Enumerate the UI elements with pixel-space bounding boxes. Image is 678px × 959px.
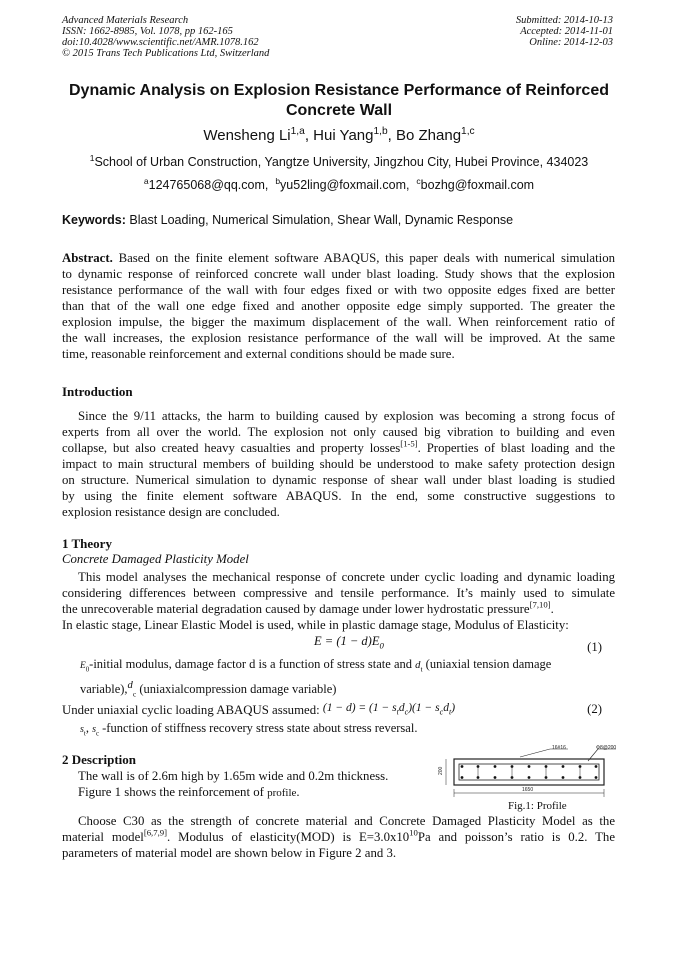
author-1-sup: 1,a [290,126,305,137]
intro-line-3a: collapse, but also created heavy casualties and property losses [62,441,401,455]
intro-ref-1: [1-5] [400,440,418,449]
issn: ISSN: 1662-8985, Vol. 1078, pp 162-165 [62,26,233,37]
theory-line-5a: -initial modulus, damage factor d is a function of stress state and [89,657,412,671]
intro-line-5: on structure. Numerical simulation to dynamic response of shear wall under blast loading is studied [62,473,615,487]
dt-symbol: d [415,660,421,671]
dt-sub: t [420,664,423,674]
doi: doi:10.4028/www.scientific.net/AMR.1078.162 [62,37,259,48]
description-line-2 [78,784,418,800]
intro-line-4: impact to main structural members of building should be understood to make safety protection design [62,457,615,471]
description-ref: [6,7,9] [143,829,167,838]
theory-line-4: In elastic stage, Linear Elastic Model is used, while in plastic damage stage, Modulus of Elasticity: [62,618,569,632]
description-p2-line-2a: material model [62,830,144,844]
theory-heading: 1 Theory [62,536,112,551]
equation-1-text: E = (1 − d)E [314,634,380,648]
introduction-body [62,408,615,520]
title-line-1: Dynamic Analysis on Explosion Resistance Performance of Reinforced [68,82,609,99]
description-line-2a: Figure 1 shows the reinforcement of [78,785,268,799]
email-a[interactable]: 124765068@qq.com, [148,178,269,192]
description-line-2c: . [296,785,300,799]
affiliation-sup: 1 [89,152,95,163]
fig-ties [478,767,580,778]
author-3-sup: 1,c [461,126,475,137]
theory-line-6a: variable), [80,682,128,696]
description-exp: 10 [409,829,418,838]
author-2-sup: 1,b [373,126,388,137]
author-2: Hui Yang [313,127,374,144]
abstract-line-4: than that of the wall one edge fixed and another opposite edge simply supported. The greater the [62,299,615,313]
introduction-heading: Introduction [62,384,133,399]
st-symbol: s [80,724,84,735]
intro-line-3b: . Properties of blast loading and the [417,441,615,455]
paper-title [40,81,638,120]
title-line-2: Concrete Wall [285,101,393,119]
theory-line-7: Under uniaxial cyclic loading ABAQUS assumed: [62,703,320,717]
description-line-1: The wall is of 2.6m high by 1.65m wide and 0.2m thickness. [78,769,389,783]
journal-name: Advanced Materials Research [62,15,189,26]
email-b-sup: b [275,175,281,186]
theory-eq2-line [62,700,615,716]
fig-wall-section [454,759,604,785]
accepted-date: Accepted: 2014-11-01 [520,26,613,37]
keywords [62,213,513,227]
dc-symbol: d [127,680,133,691]
authors: Wensheng Li$^{1,a}$, Hui Yang$^{1,b}$, Bo Zhang$^{1,c}$ [203,126,475,144]
fig-rebars [461,765,598,779]
intro-line-1: Since the 9/11 attacks, the harm to building caused by explosion was becoming a strong focus of [78,409,615,423]
email-c-sup: c [416,175,421,186]
abstract-line-5: explosion impulse, the bigger the maximum displacement of the wall. When reinforcement ratio of [62,315,615,329]
fig-leader-top [520,749,550,757]
abstract [62,250,615,362]
abstract-line-7: time, reasonable reinforcement and external conditions should be made sure. [62,347,455,361]
author-3: Bo Zhang [396,127,462,144]
intro-line-3 [62,440,615,456]
equation-2-text: (1 − d) = (1 − s [322,702,397,714]
equation-1-sub: 0 [379,640,384,651]
online-date: Online: 2014-12-03 [529,37,613,48]
email-b[interactable]: yu52ling@foxmail.com, [280,178,410,192]
email-c[interactable]: bozhg@foxmail.com [420,178,535,192]
e0-symbol: E [80,661,86,671]
abstract-line-2: to dynamic response of reinforced concrete wall under blast loading. Study shows that the explosion [62,267,615,281]
dc-sub: c [132,689,137,699]
sc-symbol: s [92,724,96,735]
theory-line-3a: the unrecoverable material degradation caused by damage under lower hydrostatic pressure [62,602,530,616]
theory-dc-line-inner [80,678,615,699]
description-line-2b: profile [267,787,297,799]
figure-1-caption: Fig.1: Profile [508,800,567,812]
theory-e0-line [80,656,615,672]
description-p2-line-1: Choose C30 as the strength of concrete material and Concrete Damaged Plasticity Model as the [78,814,615,828]
theory-line-8: -function of stiffness recovery stress state about stress reversal. [102,721,418,735]
dates-header [516,15,613,48]
equation-2-number: (2) [587,702,602,716]
equation-1 [314,634,384,651]
intro-line-7: explosion resistance design are concluded. [62,505,280,519]
description-p2-line-2c: Pa and poisson’s ratio is 0.2. The [417,830,615,844]
theory-dc-line [80,678,615,699]
description-body [78,768,418,800]
keywords-text: Blast Loading, Numerical Simulation, Shear Wall, Dynamic Response [129,213,514,227]
affiliation-text: School of Urban Construction, Yangtze University, Jingzhou City, Hubei Province, 434023 [94,155,589,169]
affiliation [40,152,638,169]
abstract-line-1-text: Based on the finite element software ABAQUS, this paper deals with numerical simulation [112,251,615,265]
submitted-date: Submitted: 2014-10-13 [515,15,613,26]
sc-sub: c [95,730,100,738]
description-p2-line-2b: . Modulus of elasticity(MOD) is E=3.0x10 [166,830,410,844]
email-a-sup: a [143,175,149,186]
description-heading: 2 Description [62,752,137,767]
theory-body [62,569,615,633]
emails [40,175,638,192]
abstract-line-3: resistance performance of the wall with four edges fixed or with two opposite edges fixed are better [62,283,615,297]
theory-st-line-inner: $s_t$, $s_c$ -function of stiffness recovery stress state about stress reversal. [80,721,418,738]
intro-line-2: experts from all over the world. The explosion not only caused big vibration to building and even [62,425,615,439]
theory-ref: [7,10] [529,599,551,610]
theory-line-6b: (uniaxialcompression damage variable) [136,682,337,696]
abstract-label: Abstract. [62,251,113,265]
author-1: Wensheng Li [203,127,291,144]
keywords-label: Keywords: [62,213,126,227]
e0-sub: 0 [85,666,90,674]
abstract-line-6: the wall increases, the explosion resistance performance of the wall will be improved. At the same [62,331,615,345]
theory-line-1: This model analyses the mechanical response of concrete under cyclic loading and dynamic loading [78,570,615,584]
abstract-line-1 [62,250,615,266]
theory-line-2: considering differences between compressive and tensile performance. It’s mainly used to simulate [62,586,615,600]
fig-label-bottom: 1650 [522,787,534,793]
equation-2: $(1 - d) = (1 - s_td_c)(1 - s_cd_t)$ [322,702,456,717]
theory-line-5b: (uniaxial tension damage [422,657,552,671]
st-sub: t [83,730,86,738]
description-p2-line-3: parameters of material model are shown below in Figure 2 and 3. [62,846,397,860]
theory-line-3 [62,601,615,617]
fig-label-top: 16#16 [552,745,566,751]
intro-line-6: by using the finite element software ABAQUS. In the end, some constructive suggestions to [62,489,615,503]
fig-label-left: 200 [438,766,444,775]
theory-line-3b: . [550,602,554,616]
equation-1-number: (1) [587,640,602,654]
journal-header [62,15,269,59]
theory-subheading: Concrete Damaged Plasticity Model [62,552,249,566]
theory-e0-line-inner [80,656,615,672]
fig-label-right: Φ8@200 [596,745,617,751]
theory-st-line [80,720,615,736]
description-p2-line-2 [62,829,615,845]
theory-line-7-wrap [62,700,615,716]
description-paragraph-2 [62,813,615,861]
copyright: © 2015 Trans Tech Publications Ltd, Switzerland [62,48,270,59]
